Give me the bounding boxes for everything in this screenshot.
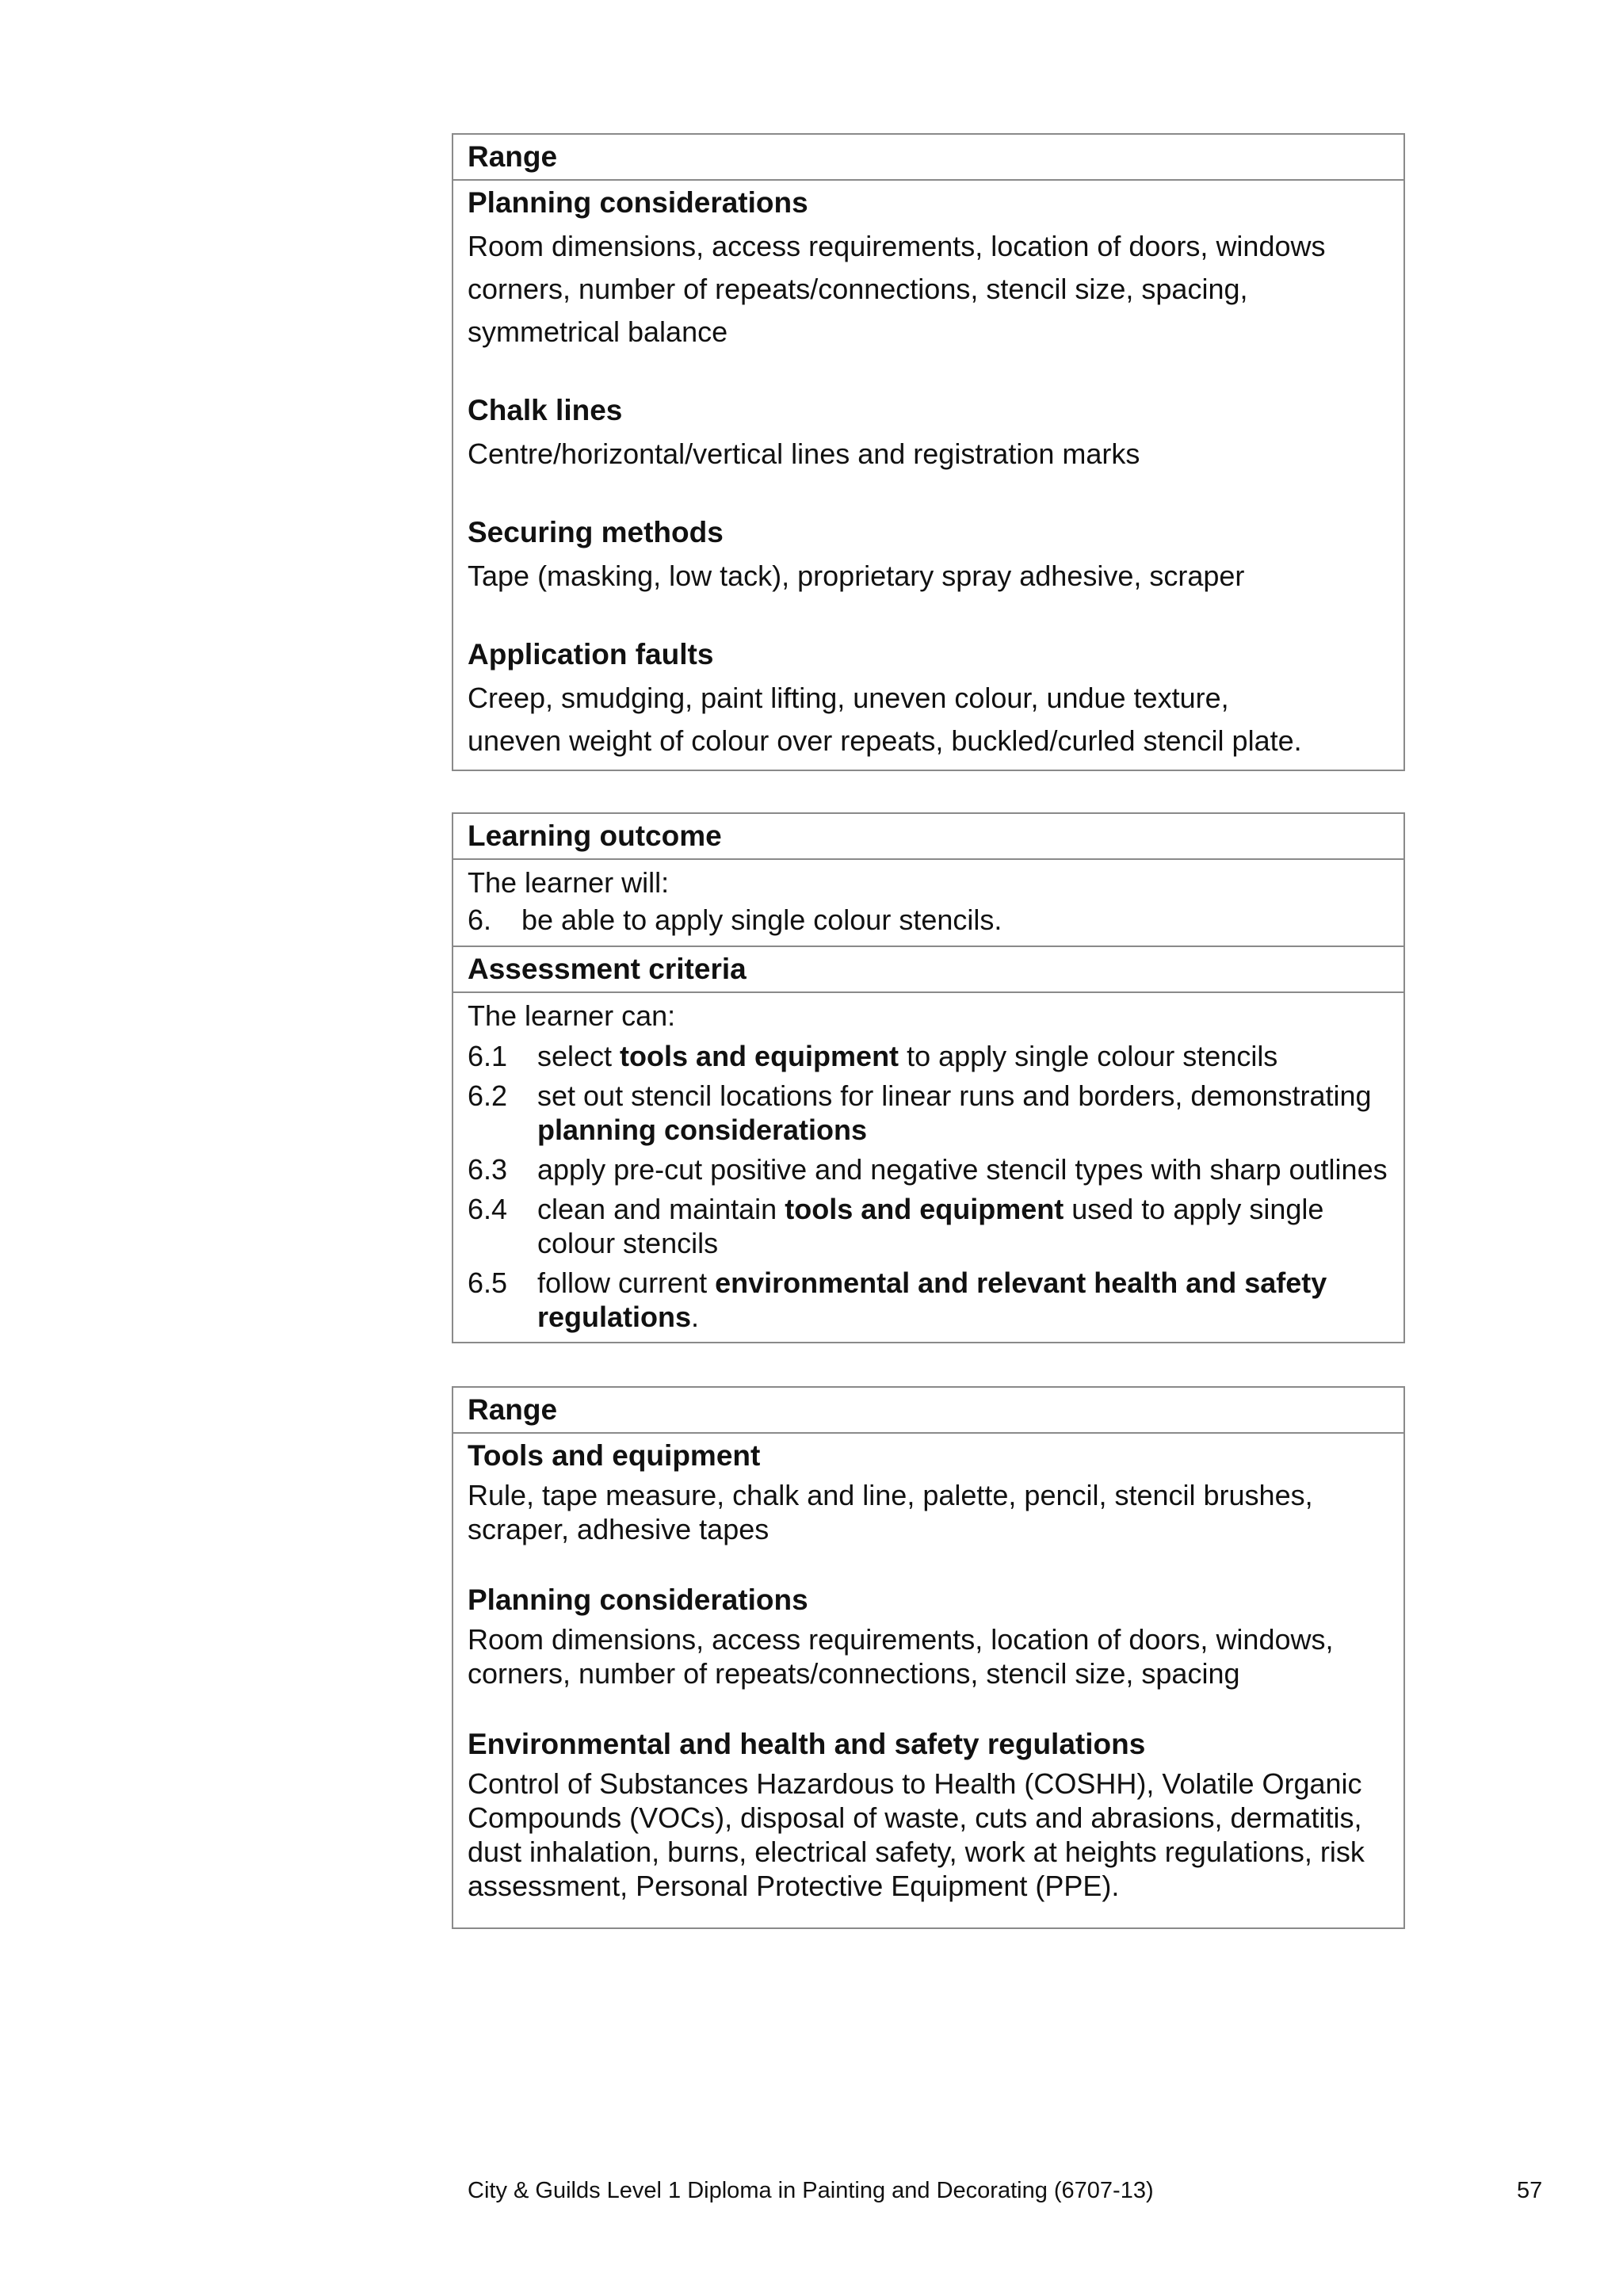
criterion-text: apply pre-cut positive and negative stencil types with sharp outlines <box>537 1153 1388 1186</box>
section-line: corners, number of repeats/connections, stencil size, spacing, <box>468 273 1248 305</box>
section-title: Planning considerations <box>468 1584 808 1616</box>
outcome-intro: The learner will: <box>468 866 670 899</box>
section-title: Application faults <box>468 638 714 670</box>
criteria-intro: The learner can: <box>468 999 676 1032</box>
section-line: Control of Substances Hazardous to Health (COSHH), Volatile Organic <box>468 1767 1362 1800</box>
learning-outcome-header: Learning outcome <box>453 814 1403 860</box>
assessment-criteria-header: Assessment criteria <box>453 947 1403 993</box>
section-line: Centre/horizontal/vertical lines and registration marks <box>468 437 1140 470</box>
range-section <box>468 1578 1389 1690</box>
section-line: Room dimensions, access requirements, location of doors, windows <box>468 230 1326 262</box>
criterion-text: set out stencil locations for linear runs and borders, demonstrating planning considerations <box>537 1079 1372 1146</box>
criterion-row <box>468 1192 1389 1260</box>
criterion-number: 6.1 <box>468 1040 508 1072</box>
learning-outcome-body <box>453 860 1403 947</box>
section-title: Planning considerations <box>468 186 808 219</box>
learning-outcome-table <box>452 812 1405 1343</box>
section-title: Tools and equipment <box>468 1439 761 1472</box>
range-table-1 <box>452 133 1405 771</box>
section-line: dust inhalation, burns, electrical safety, work at heights regulations, risk <box>468 1836 1365 1868</box>
section-line: corners, number of repeats/connections, stencil size, spacing <box>468 1657 1240 1690</box>
criterion-text: clean and maintain tools and equipment used to apply single colour stencils <box>537 1193 1324 1259</box>
range-body <box>453 181 1403 762</box>
criterion-number: 6.5 <box>468 1266 508 1299</box>
outcome-item-text: be able to apply single colour stencils. <box>521 904 1002 936</box>
section-line: scraper, adhesive tapes <box>468 1513 769 1545</box>
outcome-item <box>468 903 1389 937</box>
section-title: Securing methods <box>468 516 724 548</box>
section-line: Rule, tape measure, chalk and line, palette, pencil, stencil brushes, <box>468 1479 1313 1511</box>
section-line: uneven weight of colour over repeats, buckled/curled stencil plate. <box>468 724 1302 757</box>
criterion-text: follow current environmental and relevant health and safety regulations. <box>537 1266 1327 1333</box>
section-line: Compounds (VOCs), disposal of waste, cuts and abrasions, dermatitis, <box>468 1801 1362 1834</box>
range-section <box>468 1722 1389 1903</box>
criterion-number: 6.3 <box>468 1153 508 1186</box>
section-title: Environmental and health and safety regulations <box>468 1728 1146 1760</box>
criterion-number: 6.4 <box>468 1193 508 1225</box>
range-section <box>468 510 1389 598</box>
section-line: Creep, smudging, paint lifting, uneven colour, undue texture, <box>468 682 1229 714</box>
criterion-row <box>468 1039 1389 1073</box>
section-title: Chalk lines <box>468 394 623 426</box>
section-line: assessment, Personal Protective Equipment (PPE). <box>468 1870 1120 1902</box>
range-section <box>468 388 1389 476</box>
section-line: Tape (masking, low tack), proprietary spray adhesive, scraper <box>468 560 1245 592</box>
assessment-criteria-body <box>453 993 1403 1334</box>
footer-text: City & Guilds Level 1 Diploma in Painting and Decorating (6707-13) <box>468 2178 1154 2203</box>
range-header: Range <box>453 1388 1403 1434</box>
page-number: 57 <box>1517 2178 1543 2203</box>
range-section <box>468 1434 1389 1546</box>
criterion-row <box>468 1266 1389 1334</box>
outcome-item-number: 6. <box>468 904 492 936</box>
section-line: symmetrical balance <box>468 315 728 348</box>
criterion-number: 6.2 <box>468 1079 508 1112</box>
range-table-2 <box>452 1386 1405 1929</box>
criterion-row <box>468 1152 1389 1186</box>
range-section <box>468 632 1389 762</box>
criterion-row <box>468 1079 1389 1147</box>
range-section <box>468 181 1389 353</box>
range-body <box>453 1434 1403 1903</box>
range-header: Range <box>453 135 1403 181</box>
criterion-text: select tools and equipment to apply single colour stencils <box>537 1040 1278 1072</box>
section-line: Room dimensions, access requirements, location of doors, windows, <box>468 1623 1334 1656</box>
